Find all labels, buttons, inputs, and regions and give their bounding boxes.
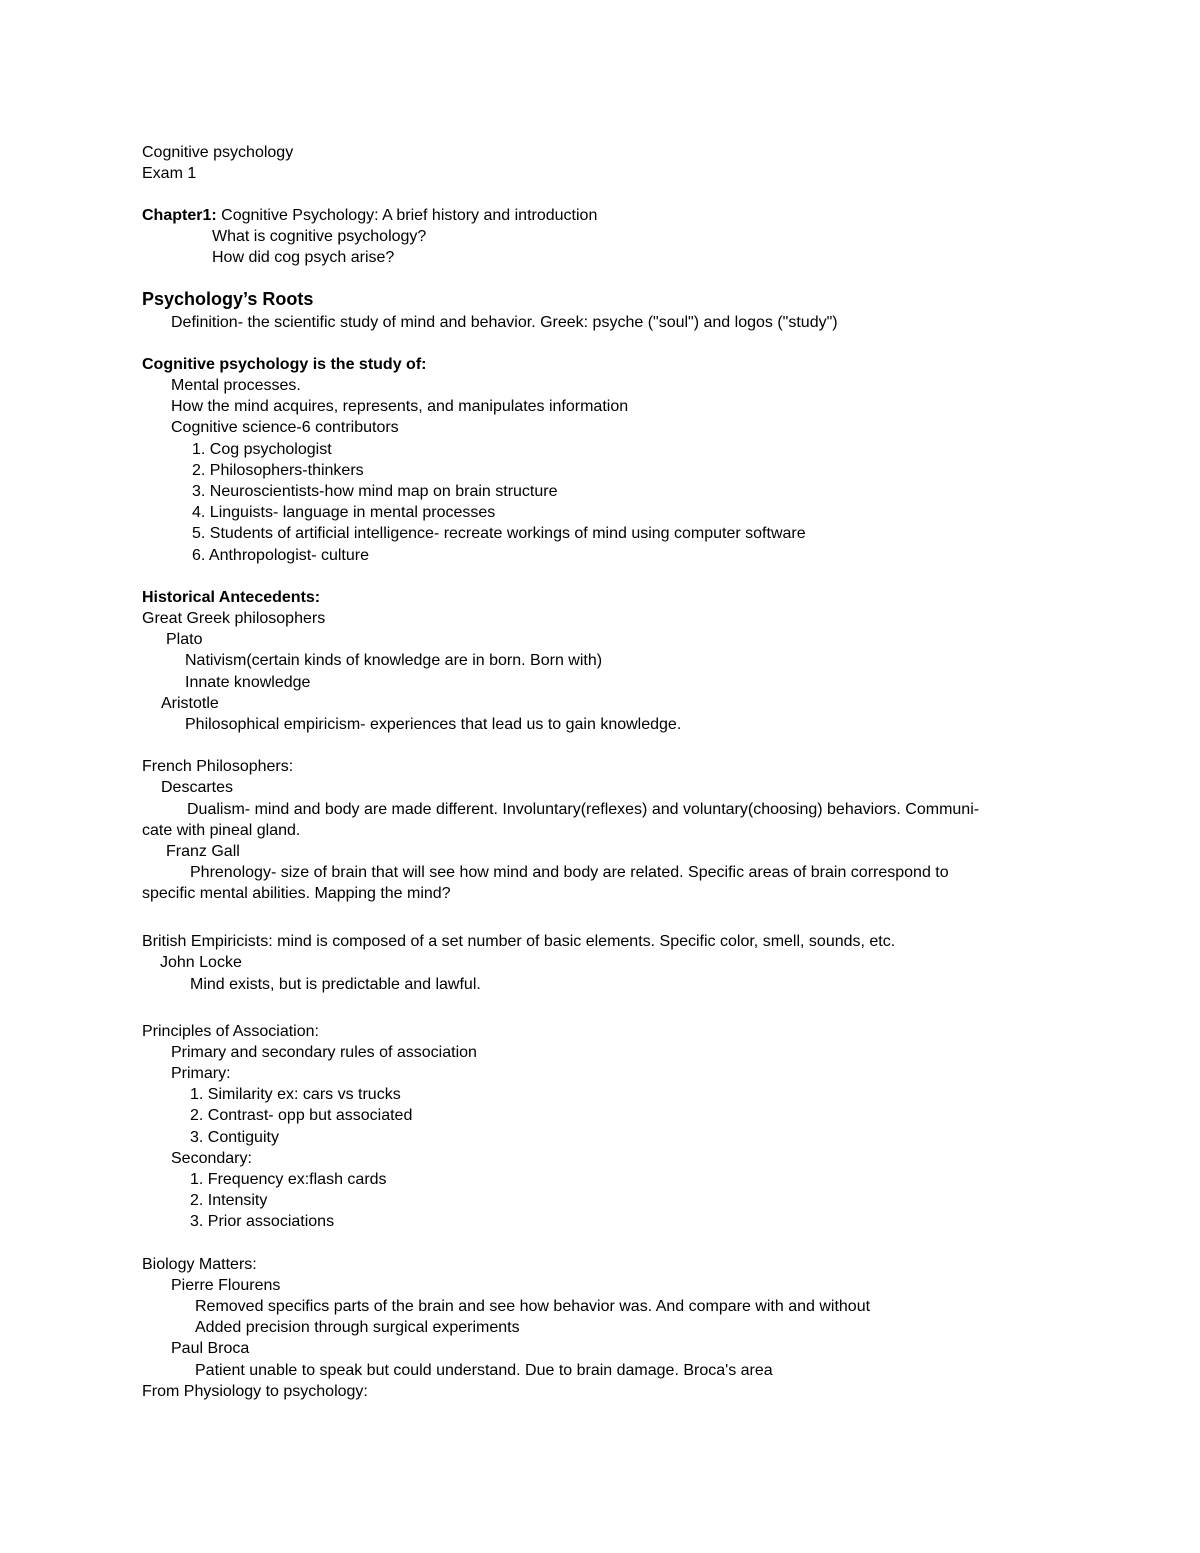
physiology-heading: From Physiology to psychology: [142, 1383, 368, 1400]
flourens-note: Added precision through surgical experiments [195, 1319, 520, 1336]
contributor-item: 6. Anthropologist- culture [192, 547, 369, 564]
greek-philosophers: Great Greek philosophers [142, 610, 326, 627]
study-item: Mental processes. [171, 377, 301, 394]
secondary-item: 3. Prior associations [190, 1213, 335, 1230]
study-heading: Cognitive psychology is the study of: [142, 356, 427, 373]
french-philosophers: French Philosophers: [142, 758, 294, 775]
historical-heading: Historical Antecedents: [142, 589, 321, 606]
secondary-item: 1. Frequency ex:flash cards [190, 1171, 387, 1188]
plato-label: Plato [166, 631, 203, 648]
descartes-label: Descartes [161, 779, 234, 796]
flourens-note: Removed specifics parts of the brain and see how behavior was. And compare with and without [195, 1298, 871, 1315]
primary-item: 2. Contrast- opp but associated [190, 1107, 413, 1124]
contributor-item: 1. Cog psychologist [192, 441, 332, 458]
broca-note: Patient unable to speak but could understand. Due to brain damage. Broca's area [195, 1362, 773, 1379]
locke-note: Mind exists, but is predictable and lawful. [190, 976, 481, 993]
british-empiricists: British Empiricists: mind is composed of a set number of basic elements. Specific color, smell, sounds, etc. [142, 933, 896, 950]
question-1: What is cognitive psychology? [212, 228, 427, 245]
course-title: Cognitive psychology [142, 144, 294, 161]
gall-label: Franz Gall [166, 843, 240, 860]
plato-note: Nativism(certain kinds of knowledge are in born. Born with) [185, 652, 603, 669]
exam-label: Exam 1 [142, 165, 197, 182]
chapter-title: Cognitive Psychology: A brief history and introduction [216, 207, 598, 224]
question-2: How did cog psych arise? [212, 249, 395, 266]
association-rules: Primary and secondary rules of association [171, 1044, 477, 1061]
study-item: How the mind acquires, represents, and manipulates information [171, 398, 629, 415]
secondary-label: Secondary: [171, 1150, 252, 1167]
contributor-item: 5. Students of artificial intelligence- recreate workings of mind using computer software [192, 525, 806, 542]
chapter-heading [142, 205, 597, 226]
contributor-item: 2. Philosophers-thinkers [192, 462, 364, 479]
locke-label: John Locke [160, 954, 242, 971]
plato-note: Innate knowledge [185, 674, 311, 691]
study-item: Cognitive science-6 contributors [171, 419, 399, 436]
gall-note: specific mental abilities. Mapping the mind? [142, 885, 451, 902]
secondary-item: 2. Intensity [190, 1192, 268, 1209]
gall-note: Phrenology- size of brain that will see how mind and body are related. Specific areas of brain correspond to [190, 864, 949, 881]
association-heading: Principles of Association: [142, 1023, 319, 1040]
primary-item: 1. Similarity ex: cars vs trucks [190, 1086, 401, 1103]
chapter-label: Chapter1: [142, 207, 217, 224]
aristotle-note: Philosophical empiricism- experiences that lead us to gain knowledge. [185, 716, 682, 733]
roots-definition: Definition- the scientific study of mind and behavior. Greek: psyche ("soul") and logos ("study") [171, 314, 838, 331]
contributor-item: 4. Linguists- language in mental processes [192, 504, 496, 521]
aristotle-label: Aristotle [161, 695, 219, 712]
primary-label: Primary: [171, 1065, 231, 1082]
biology-heading: Biology Matters: [142, 1256, 257, 1273]
broca-label: Paul Broca [171, 1340, 250, 1357]
flourens-label: Pierre Flourens [171, 1277, 281, 1294]
roots-heading: Psychology’s Roots [142, 289, 314, 309]
descartes-note: Dualism- mind and body are made different. Involuntary(reflexes) and voluntary(choosing) behaviors. Communi- [187, 801, 980, 818]
descartes-note: cate with pineal gland. [142, 822, 301, 839]
contributor-item: 3. Neuroscientists-how mind map on brain structure [192, 483, 558, 500]
primary-item: 3. Contiguity [190, 1129, 279, 1146]
